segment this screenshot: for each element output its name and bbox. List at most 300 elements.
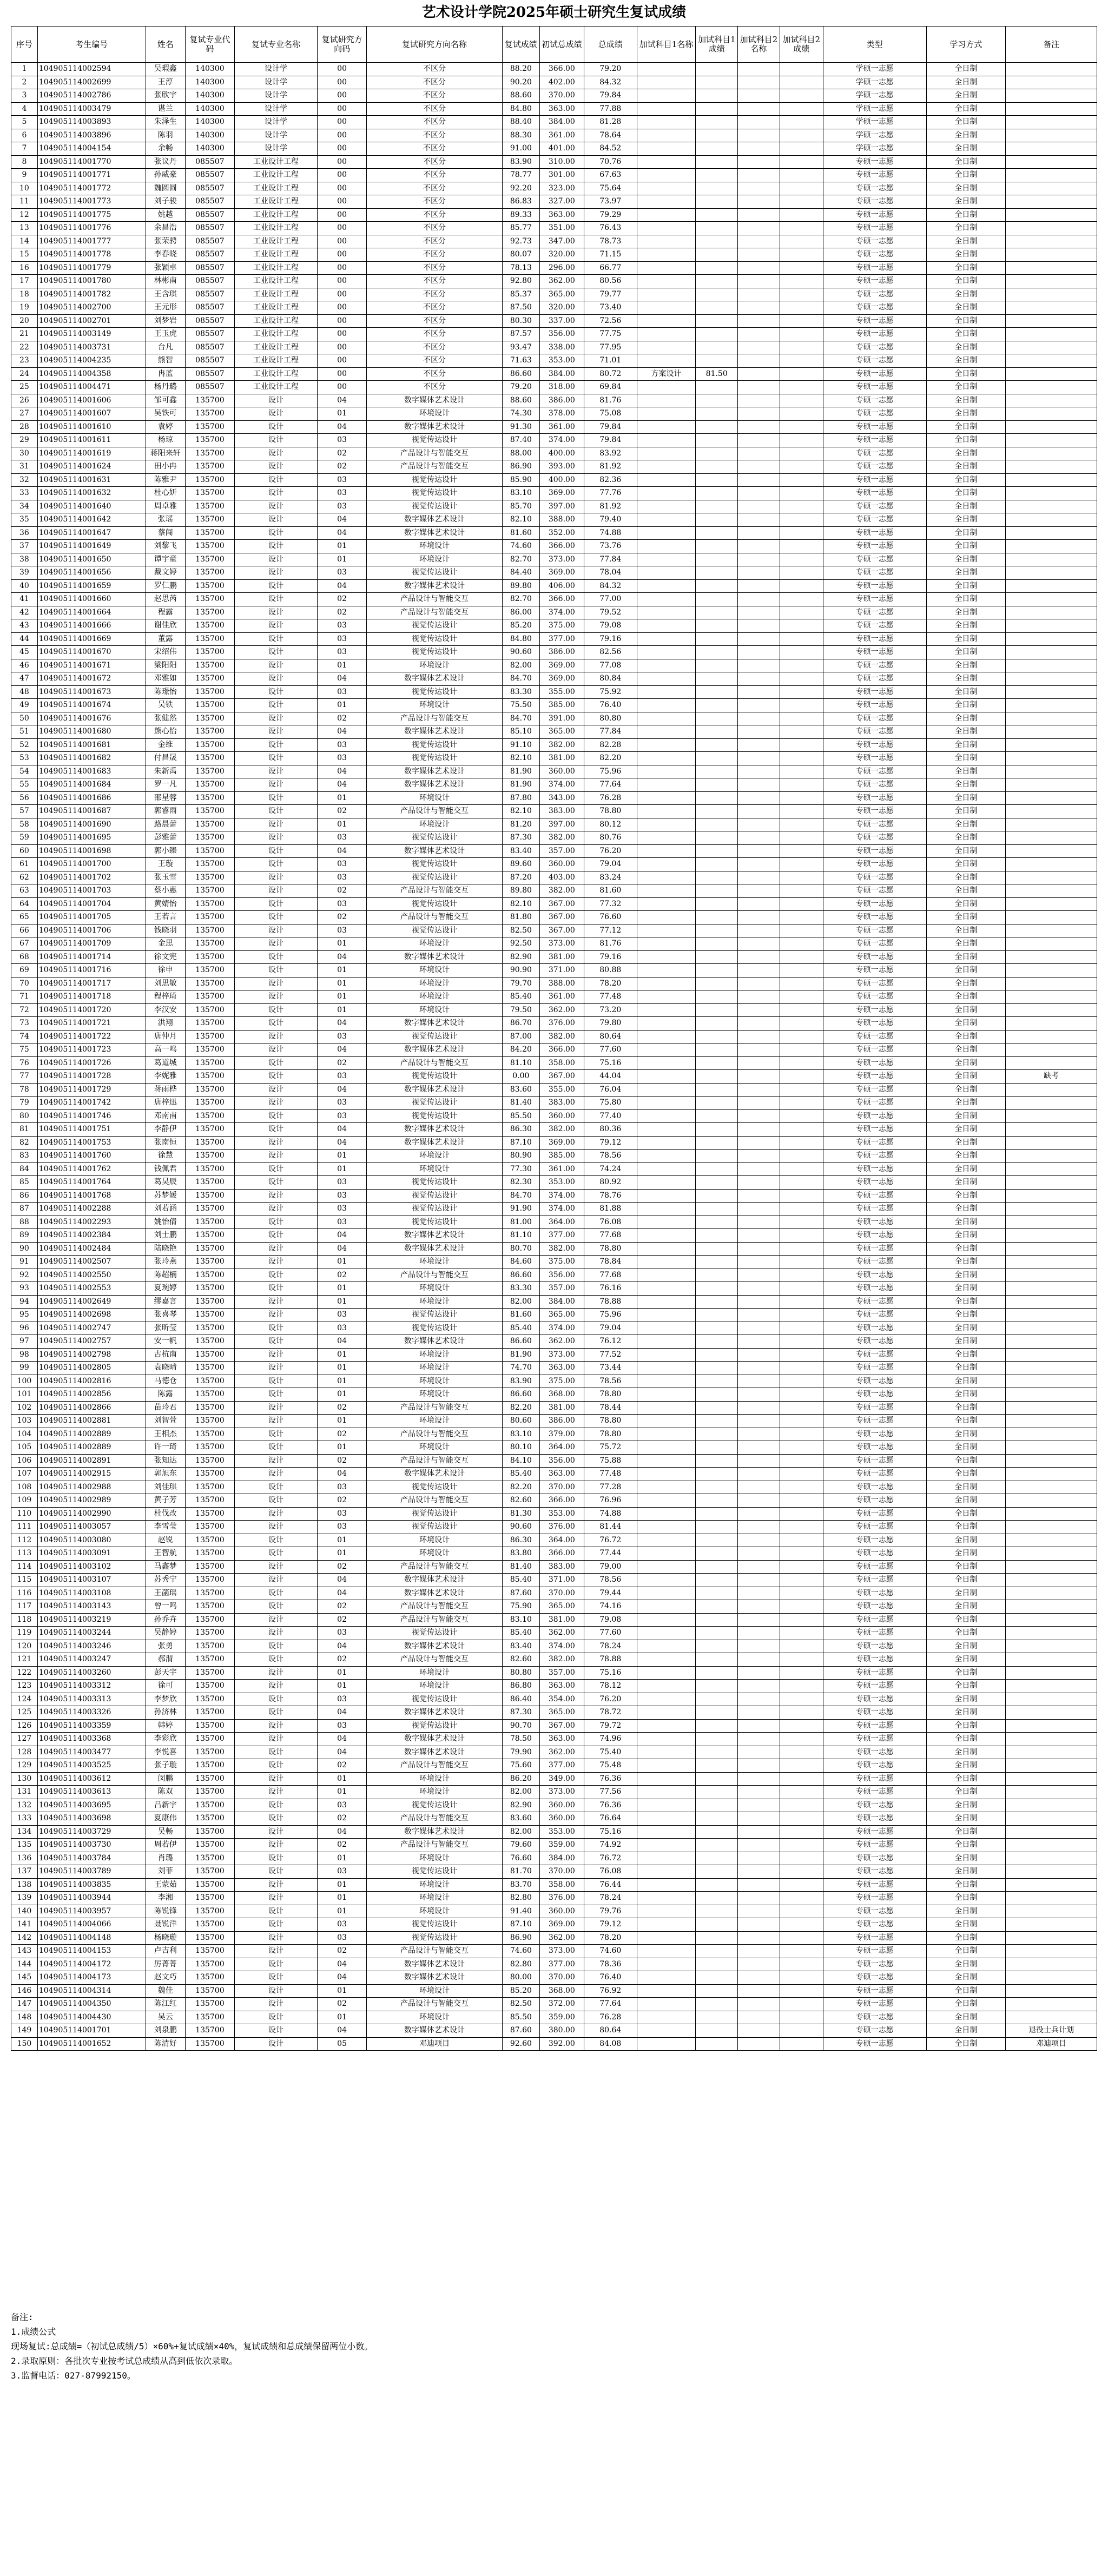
table-row [11, 208, 1097, 222]
table-cell: 104905114003698 [37, 1812, 146, 1826]
table-cell: 视觉传达设计 [367, 1521, 503, 1534]
table-row [11, 1812, 1097, 1826]
table-cell: 73 [11, 1017, 38, 1031]
table-cell: 专硕一志愿 [823, 434, 926, 447]
table-cell: 104905114003057 [37, 1521, 146, 1534]
table-cell [696, 1401, 738, 1415]
table-cell [696, 738, 738, 752]
table-cell: 全日制 [926, 1203, 1006, 1216]
table-cell: 刘梦岩 [146, 314, 185, 328]
table-cell: 专硕一志愿 [823, 1335, 926, 1349]
table-cell: 专硕一志愿 [823, 169, 926, 182]
table-cell [780, 566, 823, 580]
table-row [11, 579, 1097, 593]
table-cell: 专硕一志愿 [823, 1428, 926, 1441]
table-cell [637, 1971, 696, 1985]
table-cell: 76.08 [584, 1216, 637, 1229]
table-cell [738, 1600, 780, 1614]
table-cell: 81.50 [696, 367, 738, 381]
table-cell: 135700 [185, 1640, 234, 1653]
table-cell [1006, 381, 1097, 394]
table-cell [637, 1003, 696, 1017]
table-cell: 专硕一志愿 [823, 1216, 926, 1229]
table-row [11, 248, 1097, 262]
table-cell: 环境设计 [367, 977, 503, 990]
table-cell: 80.10 [502, 1441, 539, 1455]
table-cell: 产品设计与智能交互 [367, 884, 503, 898]
table-cell [637, 129, 696, 142]
table-cell: 77.40 [584, 1109, 637, 1123]
table-cell: 392.00 [539, 2037, 584, 2051]
table-cell: 全日制 [926, 1892, 1006, 1905]
table-cell: 146 [11, 1984, 38, 1998]
table-cell [738, 1375, 780, 1388]
table-cell [1006, 752, 1097, 765]
table-cell [1006, 76, 1097, 89]
table-cell [1006, 1865, 1097, 1879]
table-cell: 104905114004148 [37, 1931, 146, 1945]
table-row [11, 1282, 1097, 1296]
table-cell [1006, 407, 1097, 421]
table-cell: 104905114002988 [37, 1481, 146, 1494]
table-cell [780, 712, 823, 725]
table-cell: 全日制 [926, 1680, 1006, 1693]
table-cell: 77.68 [584, 1229, 637, 1243]
column-header: 备注 [1006, 27, 1097, 63]
table-cell: 苗玲君 [146, 1401, 185, 1415]
table-cell: 设计 [234, 1839, 317, 1852]
table-cell [780, 1971, 823, 1985]
table-cell: 87.57 [502, 328, 539, 341]
table-cell: 陈露 [146, 1388, 185, 1402]
table-cell: 全日制 [926, 699, 1006, 712]
table-cell: 104905114001771 [37, 169, 146, 182]
table-cell [738, 1003, 780, 1017]
table-cell [780, 1043, 823, 1057]
table-cell: 104905114001666 [37, 619, 146, 633]
table-cell [696, 540, 738, 553]
table-cell [637, 924, 696, 937]
table-cell: 03 [318, 1176, 367, 1190]
table-row [11, 818, 1097, 831]
table-cell: 不区分 [367, 328, 503, 341]
table-cell: 数字媒体艺术设计 [367, 1971, 503, 1985]
table-cell: 86.30 [502, 1123, 539, 1137]
table-cell: 吴云 [146, 2011, 185, 2024]
table-cell: 93 [11, 1282, 38, 1296]
table-row [11, 473, 1097, 487]
table-cell: 孙乔卉 [146, 1613, 185, 1627]
table-cell: 51 [11, 725, 38, 739]
table-cell [696, 765, 738, 778]
table-cell: 聂锐洋 [146, 1918, 185, 1932]
table-cell: 79 [11, 1097, 38, 1110]
table-cell [1006, 1547, 1097, 1561]
table-cell [696, 381, 738, 394]
table-cell: 郭睿雨 [146, 805, 185, 818]
table-cell: 82.90 [502, 1799, 539, 1812]
table-cell: 117 [11, 1600, 38, 1614]
table-cell: 全日制 [926, 1627, 1006, 1640]
table-row [11, 884, 1097, 898]
table-cell [738, 1256, 780, 1269]
table-cell: 92.73 [502, 235, 539, 248]
table-cell: 设计 [234, 1401, 317, 1415]
table-cell: 金维 [146, 738, 185, 752]
table-cell: 全日制 [926, 314, 1006, 328]
table-cell: 01 [318, 1534, 367, 1547]
table-cell: 专硕一志愿 [823, 1878, 926, 1892]
table-cell: 04 [318, 1229, 367, 1243]
table-cell: 135700 [185, 566, 234, 580]
table-cell: 381.00 [539, 1401, 584, 1415]
table-cell [696, 632, 738, 646]
table-cell [637, 1825, 696, 1839]
table-cell: 专硕一志愿 [823, 1348, 926, 1362]
table-cell [696, 911, 738, 924]
table-cell: 361.00 [539, 129, 584, 142]
table-cell: 01 [318, 1892, 367, 1905]
table-cell: 104905114003312 [37, 1680, 146, 1693]
table-cell: 专硕一志愿 [823, 354, 926, 368]
table-cell [696, 1918, 738, 1932]
table-cell: 设计 [234, 1852, 317, 1865]
table-row [11, 553, 1097, 566]
table-cell: 359.00 [539, 1839, 584, 1852]
table-cell: 00 [318, 381, 367, 394]
table-cell: 全日制 [926, 778, 1006, 792]
table-cell [738, 1017, 780, 1031]
table-cell [780, 1627, 823, 1640]
table-cell: 74.88 [584, 526, 637, 540]
table-cell: 00 [318, 288, 367, 301]
table-cell: 72.56 [584, 314, 637, 328]
table-cell: 39 [11, 566, 38, 580]
table-cell: 15 [11, 248, 38, 262]
table-cell: 36 [11, 526, 38, 540]
table-cell: 79.72 [584, 1719, 637, 1733]
table-cell [780, 2037, 823, 2051]
table-cell: 全日制 [926, 1640, 1006, 1653]
table-cell: 78.88 [584, 1295, 637, 1309]
table-cell: 135700 [185, 990, 234, 1004]
table-cell: 85.37 [502, 288, 539, 301]
table-cell: 085507 [185, 354, 234, 368]
table-cell: 全日制 [926, 1335, 1006, 1349]
table-cell [738, 738, 780, 752]
table-cell [637, 63, 696, 76]
table-cell: 设计学 [234, 129, 317, 142]
table-cell [738, 1905, 780, 1918]
table-cell [780, 1229, 823, 1243]
table-cell [1006, 102, 1097, 116]
table-cell: 37 [11, 540, 38, 553]
table-cell: 全日制 [926, 738, 1006, 752]
table-cell [696, 1309, 738, 1322]
table-cell: 82.80 [502, 1958, 539, 1971]
table-cell: 全日制 [926, 858, 1006, 871]
table-cell: 全日制 [926, 460, 1006, 474]
table-cell: 104905114002701 [37, 314, 146, 328]
table-cell [696, 1415, 738, 1428]
table-cell: 104905114003244 [37, 1627, 146, 1640]
table-cell: 视觉传达设计 [367, 1627, 503, 1640]
table-cell [696, 2024, 738, 2038]
table-cell: 81.10 [502, 1229, 539, 1243]
table-cell [1006, 1375, 1097, 1388]
table-cell: 104905114004358 [37, 367, 146, 381]
table-cell: 104905114002698 [37, 1309, 146, 1322]
table-cell: 数字媒体艺术设计 [367, 1746, 503, 1759]
table-cell: 296.00 [539, 261, 584, 275]
table-cell: 03 [318, 858, 367, 871]
table-cell [637, 235, 696, 248]
table-row [11, 1666, 1097, 1680]
table-cell: 73.40 [584, 301, 637, 315]
table-cell: 环境设计 [367, 659, 503, 672]
table-cell: 徐慧 [146, 1150, 185, 1163]
table-cell [780, 288, 823, 301]
table-cell: 01 [318, 1547, 367, 1561]
table-cell: 363.00 [539, 208, 584, 222]
table-row [11, 1984, 1097, 1998]
table-cell: 设计 [234, 1269, 317, 1282]
table-cell: 全日制 [926, 818, 1006, 831]
table-cell: 产品设计与智能交互 [367, 593, 503, 606]
table-row [11, 460, 1097, 474]
table-cell [1006, 1706, 1097, 1720]
table-row [11, 699, 1097, 712]
table-cell: 设计 [234, 407, 317, 421]
table-cell: 环境设计 [367, 818, 503, 831]
table-cell [780, 473, 823, 487]
table-cell [738, 1693, 780, 1706]
table-cell [637, 1415, 696, 1428]
table-cell [1006, 606, 1097, 619]
table-cell: 01 [318, 1441, 367, 1455]
table-cell: 杨琼 [146, 434, 185, 447]
table-cell: 04 [318, 1136, 367, 1150]
table-cell: 设计 [234, 1203, 317, 1216]
table-cell: 洪翔 [146, 1017, 185, 1031]
table-cell [738, 1335, 780, 1349]
column-header: 加试科目1成绩 [696, 27, 738, 63]
table-cell [637, 1216, 696, 1229]
table-cell [738, 1070, 780, 1084]
table-cell [696, 752, 738, 765]
table-cell [637, 1892, 696, 1905]
table-cell: 86.90 [502, 460, 539, 474]
table-cell: 邵星蓉 [146, 791, 185, 805]
table-cell [696, 871, 738, 884]
table-row [11, 1865, 1097, 1879]
table-cell: 专硕一志愿 [823, 1322, 926, 1335]
table-cell: 44 [11, 632, 38, 646]
table-cell: 104905114003957 [37, 1905, 146, 1918]
table-cell: 18 [11, 288, 38, 301]
table-cell: 全日制 [926, 1998, 1006, 2011]
table-cell: 78.80 [584, 1428, 637, 1441]
table-cell: 专硕一志愿 [823, 990, 926, 1004]
table-cell: 82.70 [502, 553, 539, 566]
table-cell: 产品设计与智能交互 [367, 1494, 503, 1508]
notes-section [11, 2310, 373, 2383]
table-cell: 323.00 [539, 182, 584, 195]
table-cell: 不区分 [367, 341, 503, 354]
table-cell: 135700 [185, 950, 234, 964]
table-cell: 372.00 [539, 1998, 584, 2011]
table-cell [1006, 791, 1097, 805]
table-cell: 全日制 [926, 1706, 1006, 1720]
table-cell [1006, 116, 1097, 129]
table-cell [1006, 341, 1097, 354]
table-cell: 04 [318, 1043, 367, 1057]
table-row [11, 1905, 1097, 1918]
table-cell: 78.76 [584, 1189, 637, 1203]
table-cell [696, 1017, 738, 1031]
table-cell [637, 487, 696, 500]
table-cell: 04 [318, 672, 367, 686]
table-cell: 86.80 [502, 1680, 539, 1693]
table-row [11, 871, 1097, 884]
table-cell [738, 381, 780, 394]
table-cell [696, 1547, 738, 1561]
table-cell [696, 169, 738, 182]
table-cell [738, 420, 780, 434]
table-cell [738, 460, 780, 474]
table-cell: 52 [11, 738, 38, 752]
table-cell [780, 407, 823, 421]
table-cell [696, 1653, 738, 1667]
table-cell: 全日制 [926, 1109, 1006, 1123]
table-cell [738, 778, 780, 792]
table-cell: 371.00 [539, 1574, 584, 1587]
table-cell [780, 1706, 823, 1720]
table-cell: 全日制 [926, 990, 1006, 1004]
table-cell: 设计 [234, 1494, 317, 1508]
table-cell [637, 1839, 696, 1852]
table-cell: 381.00 [539, 950, 584, 964]
table-cell: 79.08 [584, 619, 637, 633]
table-cell: 03 [318, 1216, 367, 1229]
table-cell: 59 [11, 831, 38, 845]
table-cell [780, 1203, 823, 1216]
table-cell [637, 1746, 696, 1759]
table-cell: 工业设计工程 [234, 341, 317, 354]
table-cell [780, 606, 823, 619]
table-cell: 00 [318, 235, 367, 248]
table-cell: 01 [318, 1680, 367, 1693]
table-cell: 环境设计 [367, 2011, 503, 2024]
table-cell: 夏琬婷 [146, 1282, 185, 1296]
table-cell [1006, 924, 1097, 937]
table-cell: 全日制 [926, 1759, 1006, 1773]
table-cell [637, 1097, 696, 1110]
table-cell: 81 [11, 1123, 38, 1137]
table-cell: 全日制 [926, 1878, 1006, 1892]
table-cell: 44.04 [584, 1070, 637, 1084]
table-cell: 全日制 [926, 1746, 1006, 1759]
table-cell: 403.00 [539, 871, 584, 884]
table-cell [1006, 1613, 1097, 1627]
column-header: 姓名 [146, 27, 185, 63]
table-cell [780, 1109, 823, 1123]
table-cell: 78.04 [584, 566, 637, 580]
table-cell: 工业设计工程 [234, 314, 317, 328]
table-cell: 80.72 [584, 367, 637, 381]
table-cell: 374.00 [539, 1189, 584, 1203]
table-cell [738, 632, 780, 646]
table-cell: 135700 [185, 526, 234, 540]
table-cell: 81.20 [502, 818, 539, 831]
table-cell: 专硕一志愿 [823, 473, 926, 487]
table-cell: 104905114001669 [37, 632, 146, 646]
table-cell [1006, 738, 1097, 752]
table-cell [738, 1136, 780, 1150]
table-cell: 104905114001695 [37, 831, 146, 845]
table-row [11, 434, 1097, 447]
table-cell: 林彬南 [146, 275, 185, 288]
table-cell: 专硕一志愿 [823, 1971, 926, 1985]
table-cell [637, 964, 696, 977]
table-cell [696, 566, 738, 580]
table-cell: 137 [11, 1865, 38, 1879]
table-cell: 83.92 [584, 447, 637, 460]
table-cell [780, 1375, 823, 1388]
table-cell: 专硕一志愿 [823, 1415, 926, 1428]
table-cell [738, 116, 780, 129]
table-cell: 104905114001649 [37, 540, 146, 553]
table-row [11, 1852, 1097, 1865]
table-cell: 135700 [185, 1958, 234, 1971]
table-cell: 135700 [185, 1878, 234, 1892]
table-cell: 89 [11, 1229, 38, 1243]
table-cell: 76.60 [584, 911, 637, 924]
table-cell: 135700 [185, 1865, 234, 1879]
table-cell [1006, 1984, 1097, 1998]
table-row [11, 1560, 1097, 1574]
table-cell: 全日制 [926, 871, 1006, 884]
table-cell: 77.48 [584, 990, 637, 1004]
table-cell [738, 1428, 780, 1441]
table-cell: 78.20 [584, 1931, 637, 1945]
table-cell [637, 1282, 696, 1296]
table-cell [696, 1640, 738, 1653]
table-cell: 135700 [185, 1070, 234, 1084]
table-cell: 数字媒体艺术设计 [367, 526, 503, 540]
table-cell [780, 1295, 823, 1309]
table-cell [637, 1494, 696, 1508]
table-cell: 135700 [185, 1282, 234, 1296]
table-cell: 56 [11, 791, 38, 805]
table-cell [1006, 1733, 1097, 1746]
table-cell: 专硕一志愿 [823, 1786, 926, 1799]
table-cell [780, 937, 823, 951]
table-cell: 03 [318, 1070, 367, 1084]
table-cell: 84.60 [502, 1256, 539, 1269]
table-row [11, 752, 1097, 765]
table-cell: 设计 [234, 434, 317, 447]
table-cell: 设计 [234, 1521, 317, 1534]
table-cell: 徐文宪 [146, 950, 185, 964]
table-cell: 学硕一志愿 [823, 129, 926, 142]
table-cell [738, 937, 780, 951]
table-cell: 工业设计工程 [234, 182, 317, 195]
table-cell: 135700 [185, 858, 234, 871]
table-cell: 85.50 [502, 2011, 539, 2024]
table-cell: 135700 [185, 513, 234, 527]
table-cell [1006, 235, 1097, 248]
